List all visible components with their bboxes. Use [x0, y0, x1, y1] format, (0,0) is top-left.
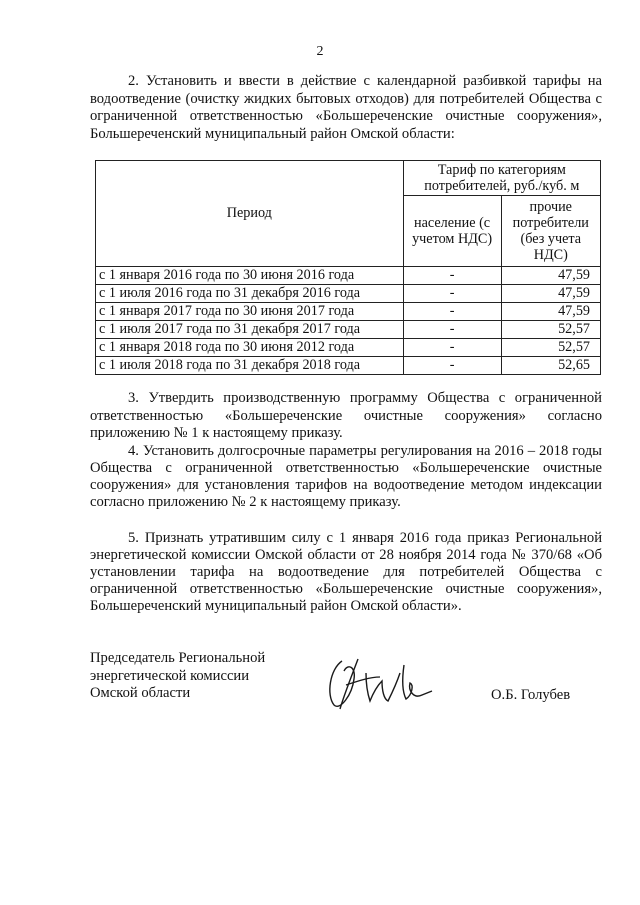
table-row: [96, 303, 601, 321]
other-tariff-cell: 52,57: [501, 321, 600, 339]
period-cell: с 1 января 2017 года по 30 июня 2017 года: [96, 303, 404, 321]
header-population: население (с учетом НДС): [403, 196, 501, 267]
table-row: [96, 339, 601, 357]
table-row: [96, 267, 601, 285]
other-tariff-cell: 47,59: [501, 285, 600, 303]
period-cell: с 1 июля 2017 года по 31 декабря 2017 года: [96, 321, 404, 339]
population-tariff-cell: -: [403, 357, 501, 375]
clause-3: 3. Утвердить производственную программу Общества с ограниченной ответственностью «Большереченские очистные сооружения» согласно приложению № 1 к настоящему приказу.: [90, 390, 602, 441]
period-cell: с 1 января 2016 года по 30 июня 2016 года: [96, 267, 404, 285]
handwritten-signature: [322, 655, 434, 711]
table-row: [96, 321, 601, 339]
signatory-title: [90, 650, 265, 703]
period-cell: с 1 января 2018 года по 30 июня 2012 года: [96, 339, 404, 357]
signatory-title-line: энергетической комиссии: [90, 667, 250, 684]
other-tariff-cell: 47,59: [501, 303, 600, 321]
other-tariff-cell: 52,57: [501, 339, 600, 357]
header-period: Период: [96, 161, 404, 267]
other-tariff-cell: 52,65: [501, 357, 600, 375]
period-cell: с 1 июля 2016 года по 31 декабря 2016 года: [96, 285, 404, 303]
signatory-title-line: Омской области: [90, 685, 191, 701]
other-tariff-cell: 47,59: [501, 267, 600, 285]
population-tariff-cell: -: [403, 303, 501, 321]
signatory-name: О.Б. Голубев: [491, 687, 571, 703]
signatory-title-line: Председатель Региональной: [90, 650, 266, 666]
population-tariff-cell: -: [403, 285, 501, 303]
header-tariff-group: Тариф по категориям потребителей, руб./куб. м: [403, 161, 600, 196]
tariff-table: [95, 160, 601, 375]
population-tariff-cell: -: [403, 321, 501, 339]
page-number: 2: [316, 44, 324, 59]
table-row: [96, 285, 601, 303]
clause-5: 5. Признать утратившим силу с 1 января 2016 года приказ Региональной энергетической комиссии Омской области от 28 ноября 2014 года № 370/68 «Об установлении тарифа на водоотведение для потребителей Общества с ограниченной ответственностью «Большереченские очистные сооружения», Большереченский муниципальный район Омской области».: [90, 530, 602, 614]
clause-2: 2. Установить и ввести в действие с календарной разбивкой тарифы на водоотведение (очистку жидких бытовых отходов) для потребителей Общества с ограниченной ответственностью «Большереченские очистные сооружения», Большереченский муниципальный район Омской области:: [90, 73, 602, 142]
population-tariff-cell: -: [403, 267, 501, 285]
clause-4: 4. Установить долгосрочные параметры регулирования на 2016 – 2018 годы Общества с ограниченной ответственностью «Большереченские очистные сооружения» для установления тарифов на водоотведение методом индексации согласно приложению № 2 к настоящему приказу.: [90, 443, 602, 510]
period-cell: с 1 июля 2018 года по 31 декабря 2018 года: [96, 357, 404, 375]
table-row: [96, 357, 601, 375]
header-other-consumers: прочие потребители (без учета НДС): [501, 196, 600, 267]
population-tariff-cell: -: [403, 339, 501, 357]
